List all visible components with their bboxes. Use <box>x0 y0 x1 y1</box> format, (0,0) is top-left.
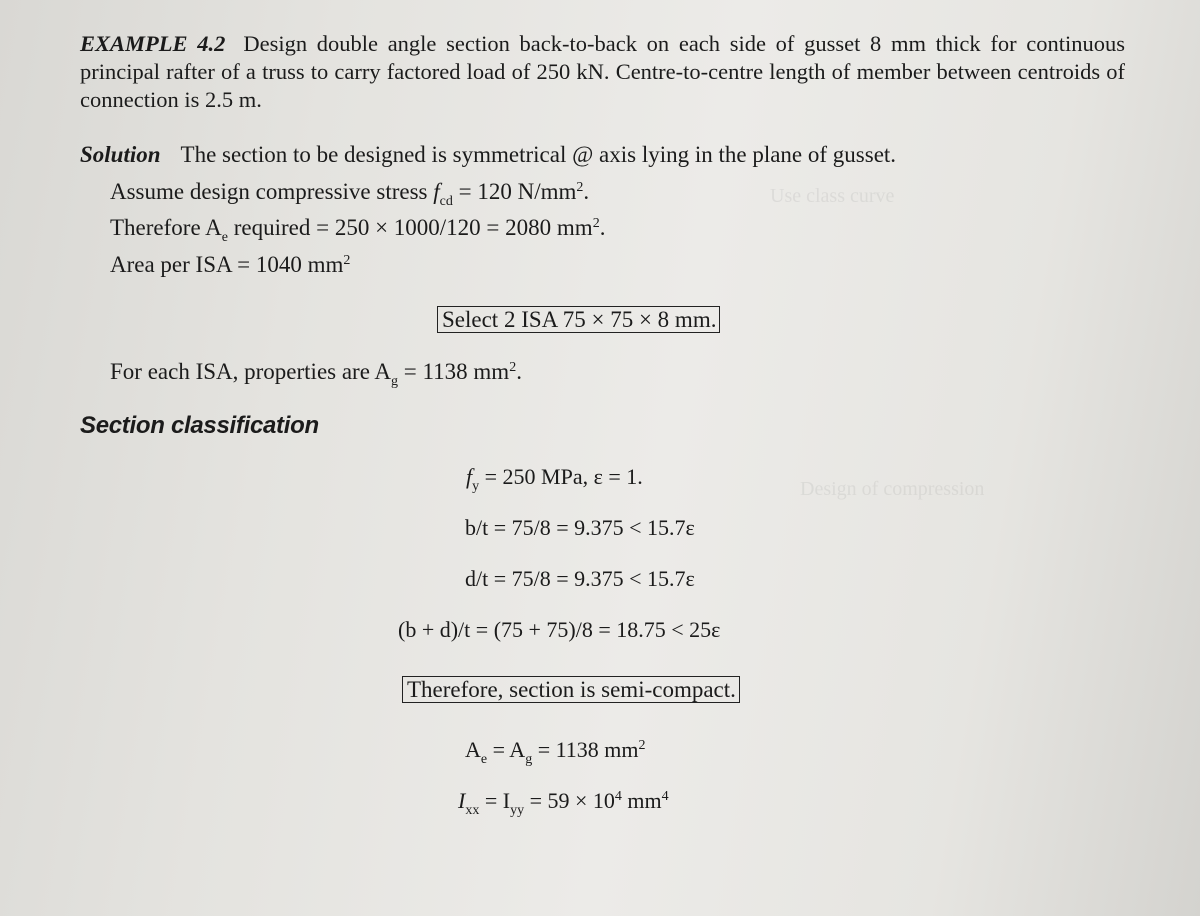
select-section-box: Select 2 ISA 75 × 75 × 8 mm. <box>437 306 720 334</box>
dt-ratio-equation: d/t = 75/8 = 9.375 < 15.7ε <box>465 566 695 591</box>
bdt-ratio-equation: (b + d)/t = (75 + 75)/8 = 18.75 < 25ε <box>398 617 721 642</box>
area-per-isa-line: Area per ISA = 1040 $mm^2$ <box>110 252 351 277</box>
bleed-through-text: Use class curve <box>770 185 895 207</box>
solution-intro <box>80 141 896 169</box>
section-classification-heading: Section classification <box>80 412 319 439</box>
moment-of-inertia-equation: $I_{xx} = I_{yy} = 59 \times 10^4$ $mm^4$ <box>458 788 669 818</box>
example-label: EXAMPLE 4.2 <box>80 31 226 56</box>
solution-text: The section to be designed is symmetrical @ axis lying in the plane of gusset. <box>180 142 897 167</box>
area-required-line: Therefore $A_e$ required = 250 × 1000/120 = 2080 $mm^2$. <box>110 215 606 245</box>
example-text: Design double angle section back-to-back on each side of gusset 8 mm thick for continuous principal rafter of a truss to carry factored load of 250 kN. Centre-to-centre length of member between centroids of connection is 2.5 m. <box>80 31 1125 112</box>
semi-compact-result-box: Therefore, section is semi-compact. <box>402 676 740 704</box>
isa-properties-line: For each ISA, properties are $A_g = 1138$ $mm^2$. <box>110 359 522 389</box>
bleed-through-text: Design of compression <box>800 478 985 500</box>
fy-equation: $f_y = 250$ MPa, ε = 1. <box>466 464 643 494</box>
example-statement <box>80 30 1125 114</box>
assume-stress-line: Assume design compressive stress $f_{cd} = 120$ $N/mm^2$. <box>110 179 590 209</box>
effective-area-equation: $A_e = A_g = 1138$ $mm^2$ <box>465 737 646 767</box>
solution-label: Solution <box>80 142 161 167</box>
bt-ratio-equation: b/t = 75/8 = 9.375 < 15.7ε <box>465 515 695 540</box>
